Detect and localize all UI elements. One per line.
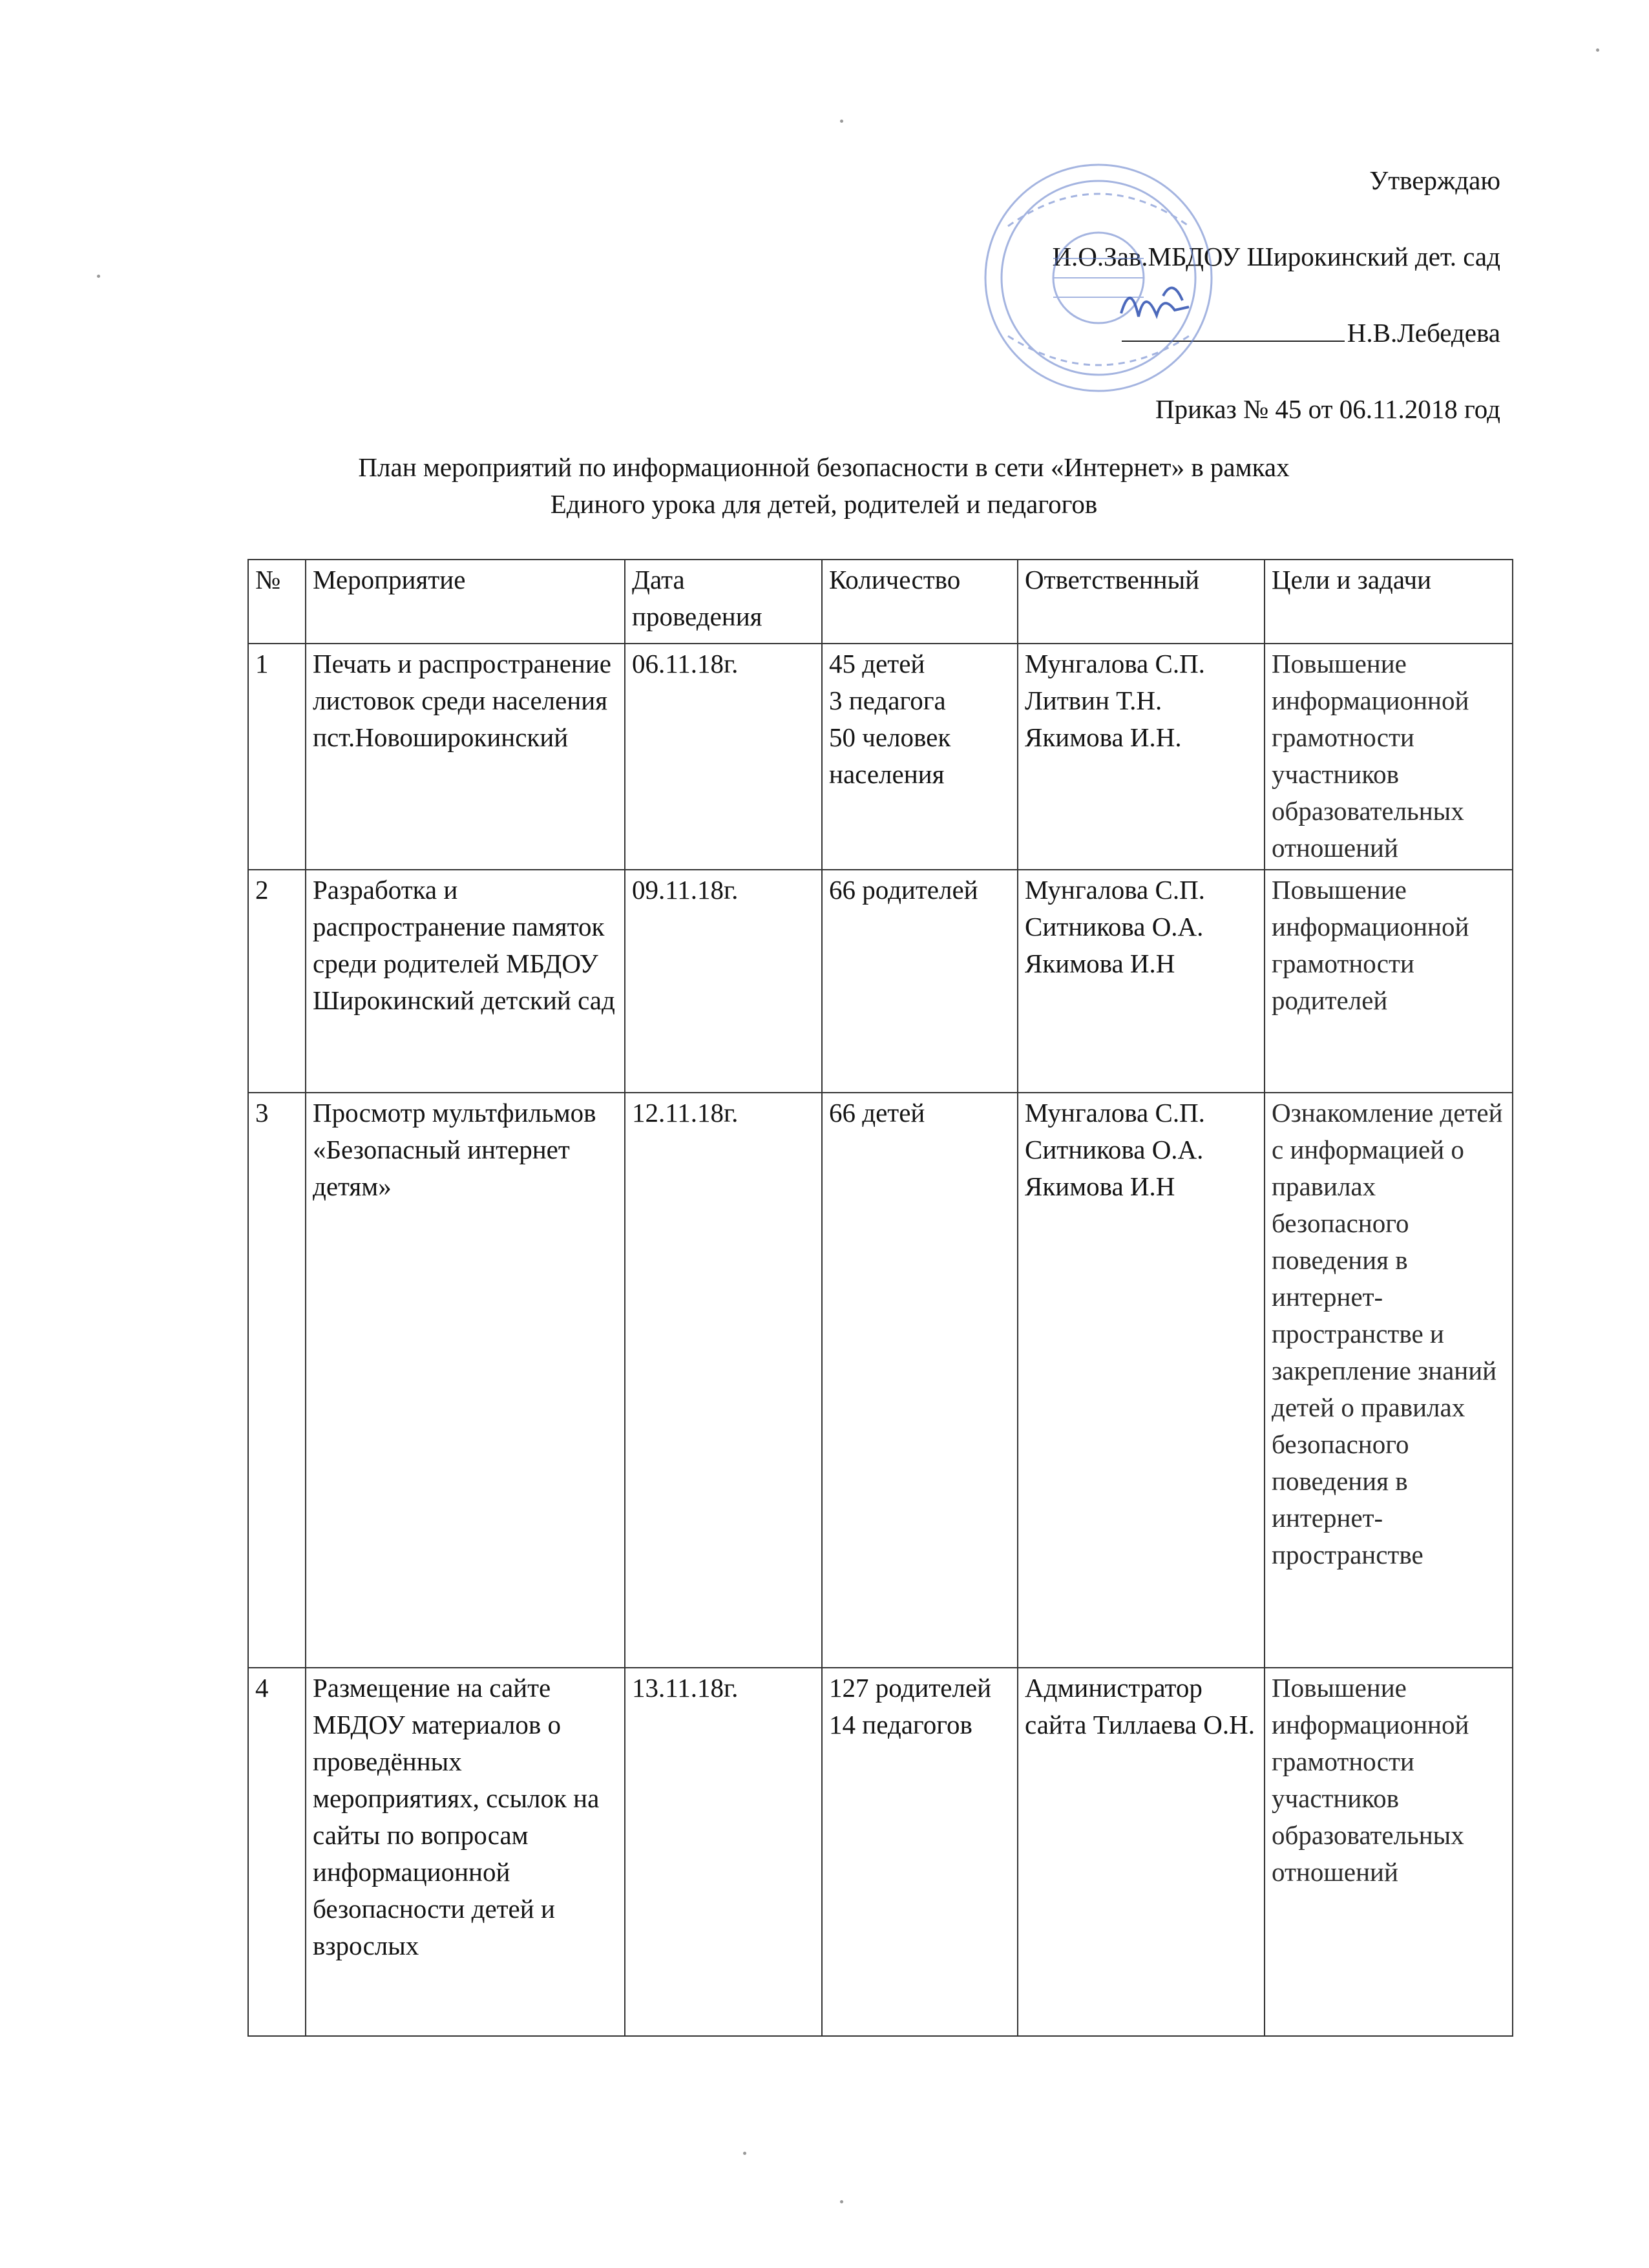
table-row [248, 1668, 1513, 2036]
row-count: 127 родителей 14 педагогов [822, 1668, 1018, 2036]
header-count: Количество [822, 560, 1018, 644]
row-responsible: Мунгалова С.П. Ситникова О.А. Якимова И.Н [1018, 870, 1265, 1093]
header-goals: Цели и задачи [1265, 560, 1513, 644]
scan-speck [97, 275, 100, 278]
approval-signatory: Н.В.Лебедева [1347, 318, 1500, 348]
scan-speck [743, 2152, 746, 2155]
approval-position: И.О.Зав.МБДОУ Широкинский дет. сад [1052, 242, 1500, 271]
row-number: 2 [248, 870, 306, 1093]
approval-heading: Утверждаю [1369, 165, 1500, 195]
row-count: 66 детей [822, 1093, 1018, 1668]
events-plan-table [247, 559, 1513, 2037]
signature-line [1122, 315, 1345, 342]
approval-signature-row [790, 314, 1500, 390]
scan-speck [1596, 48, 1599, 52]
row-number: 1 [248, 644, 306, 870]
row-goal: Повышение информационной грамотности родителей [1265, 870, 1513, 1093]
row-date: 09.11.18г. [625, 870, 822, 1093]
row-count: 45 детей 3 педагога 50 человек населения [822, 644, 1018, 870]
row-event: Просмотр мультфильмов «Безопасный интернет детям» [306, 1093, 625, 1668]
row-number: 3 [248, 1093, 306, 1668]
row-event: Размещение на сайте МБДОУ материалов о проведённых мероприятиях, ссылок на сайты по вопросам информационной безопасности детей и взрослых [306, 1668, 625, 2036]
row-date: 12.11.18г. [625, 1093, 822, 1668]
row-responsible: Администратор сайта Тиллаева О.Н. [1018, 1668, 1265, 2036]
row-count: 66 родителей [822, 870, 1018, 1093]
row-date: 06.11.18г. [625, 644, 822, 870]
row-responsible: Мунгалова С.П. Ситникова О.А. Якимова И.Н [1018, 1093, 1265, 1668]
row-date: 13.11.18г. [625, 1668, 822, 2036]
row-goal: Повышение информационной грамотности участников образовательных отношений [1265, 1668, 1513, 2036]
table-row [248, 1093, 1513, 1668]
table-row [248, 644, 1513, 870]
row-goal: Ознакомление детей с информацией о правилах безопасного поведения в интернет-пространстве и закрепление знаний детей о правилах безопасного поведения в интернет-пространстве [1265, 1093, 1513, 1668]
table-row [248, 870, 1513, 1093]
table-header-row [248, 560, 1513, 644]
document-title: План мероприятий по информационной безопасности в сети «Интернет» в рамках Единого урока для детей, родителей и педагогов [358, 452, 1290, 519]
header-event: Мероприятие [306, 560, 625, 644]
scan-speck [840, 120, 843, 123]
row-goal: Повышение информационной грамотности участников образовательных отношений [1265, 644, 1513, 870]
scan-speck [840, 2200, 843, 2203]
row-number: 4 [248, 1668, 306, 2036]
approval-order: Приказ № 45 от 06.11.2018 год [1155, 394, 1500, 424]
approval-block [790, 162, 1500, 467]
header-date: Дата проведения [625, 560, 822, 644]
header-responsible: Ответственный [1018, 560, 1265, 644]
row-responsible: Мунгалова С.П. Литвин Т.Н. Якимова И.Н. [1018, 644, 1265, 870]
row-event: Разработка и распространение памяток среди родителей МБДОУ Широкинский детский сад [306, 870, 625, 1093]
header-number: № [248, 560, 306, 644]
row-event: Печать и распространение листовок среди населения пст.Новоширокинский [306, 644, 625, 870]
